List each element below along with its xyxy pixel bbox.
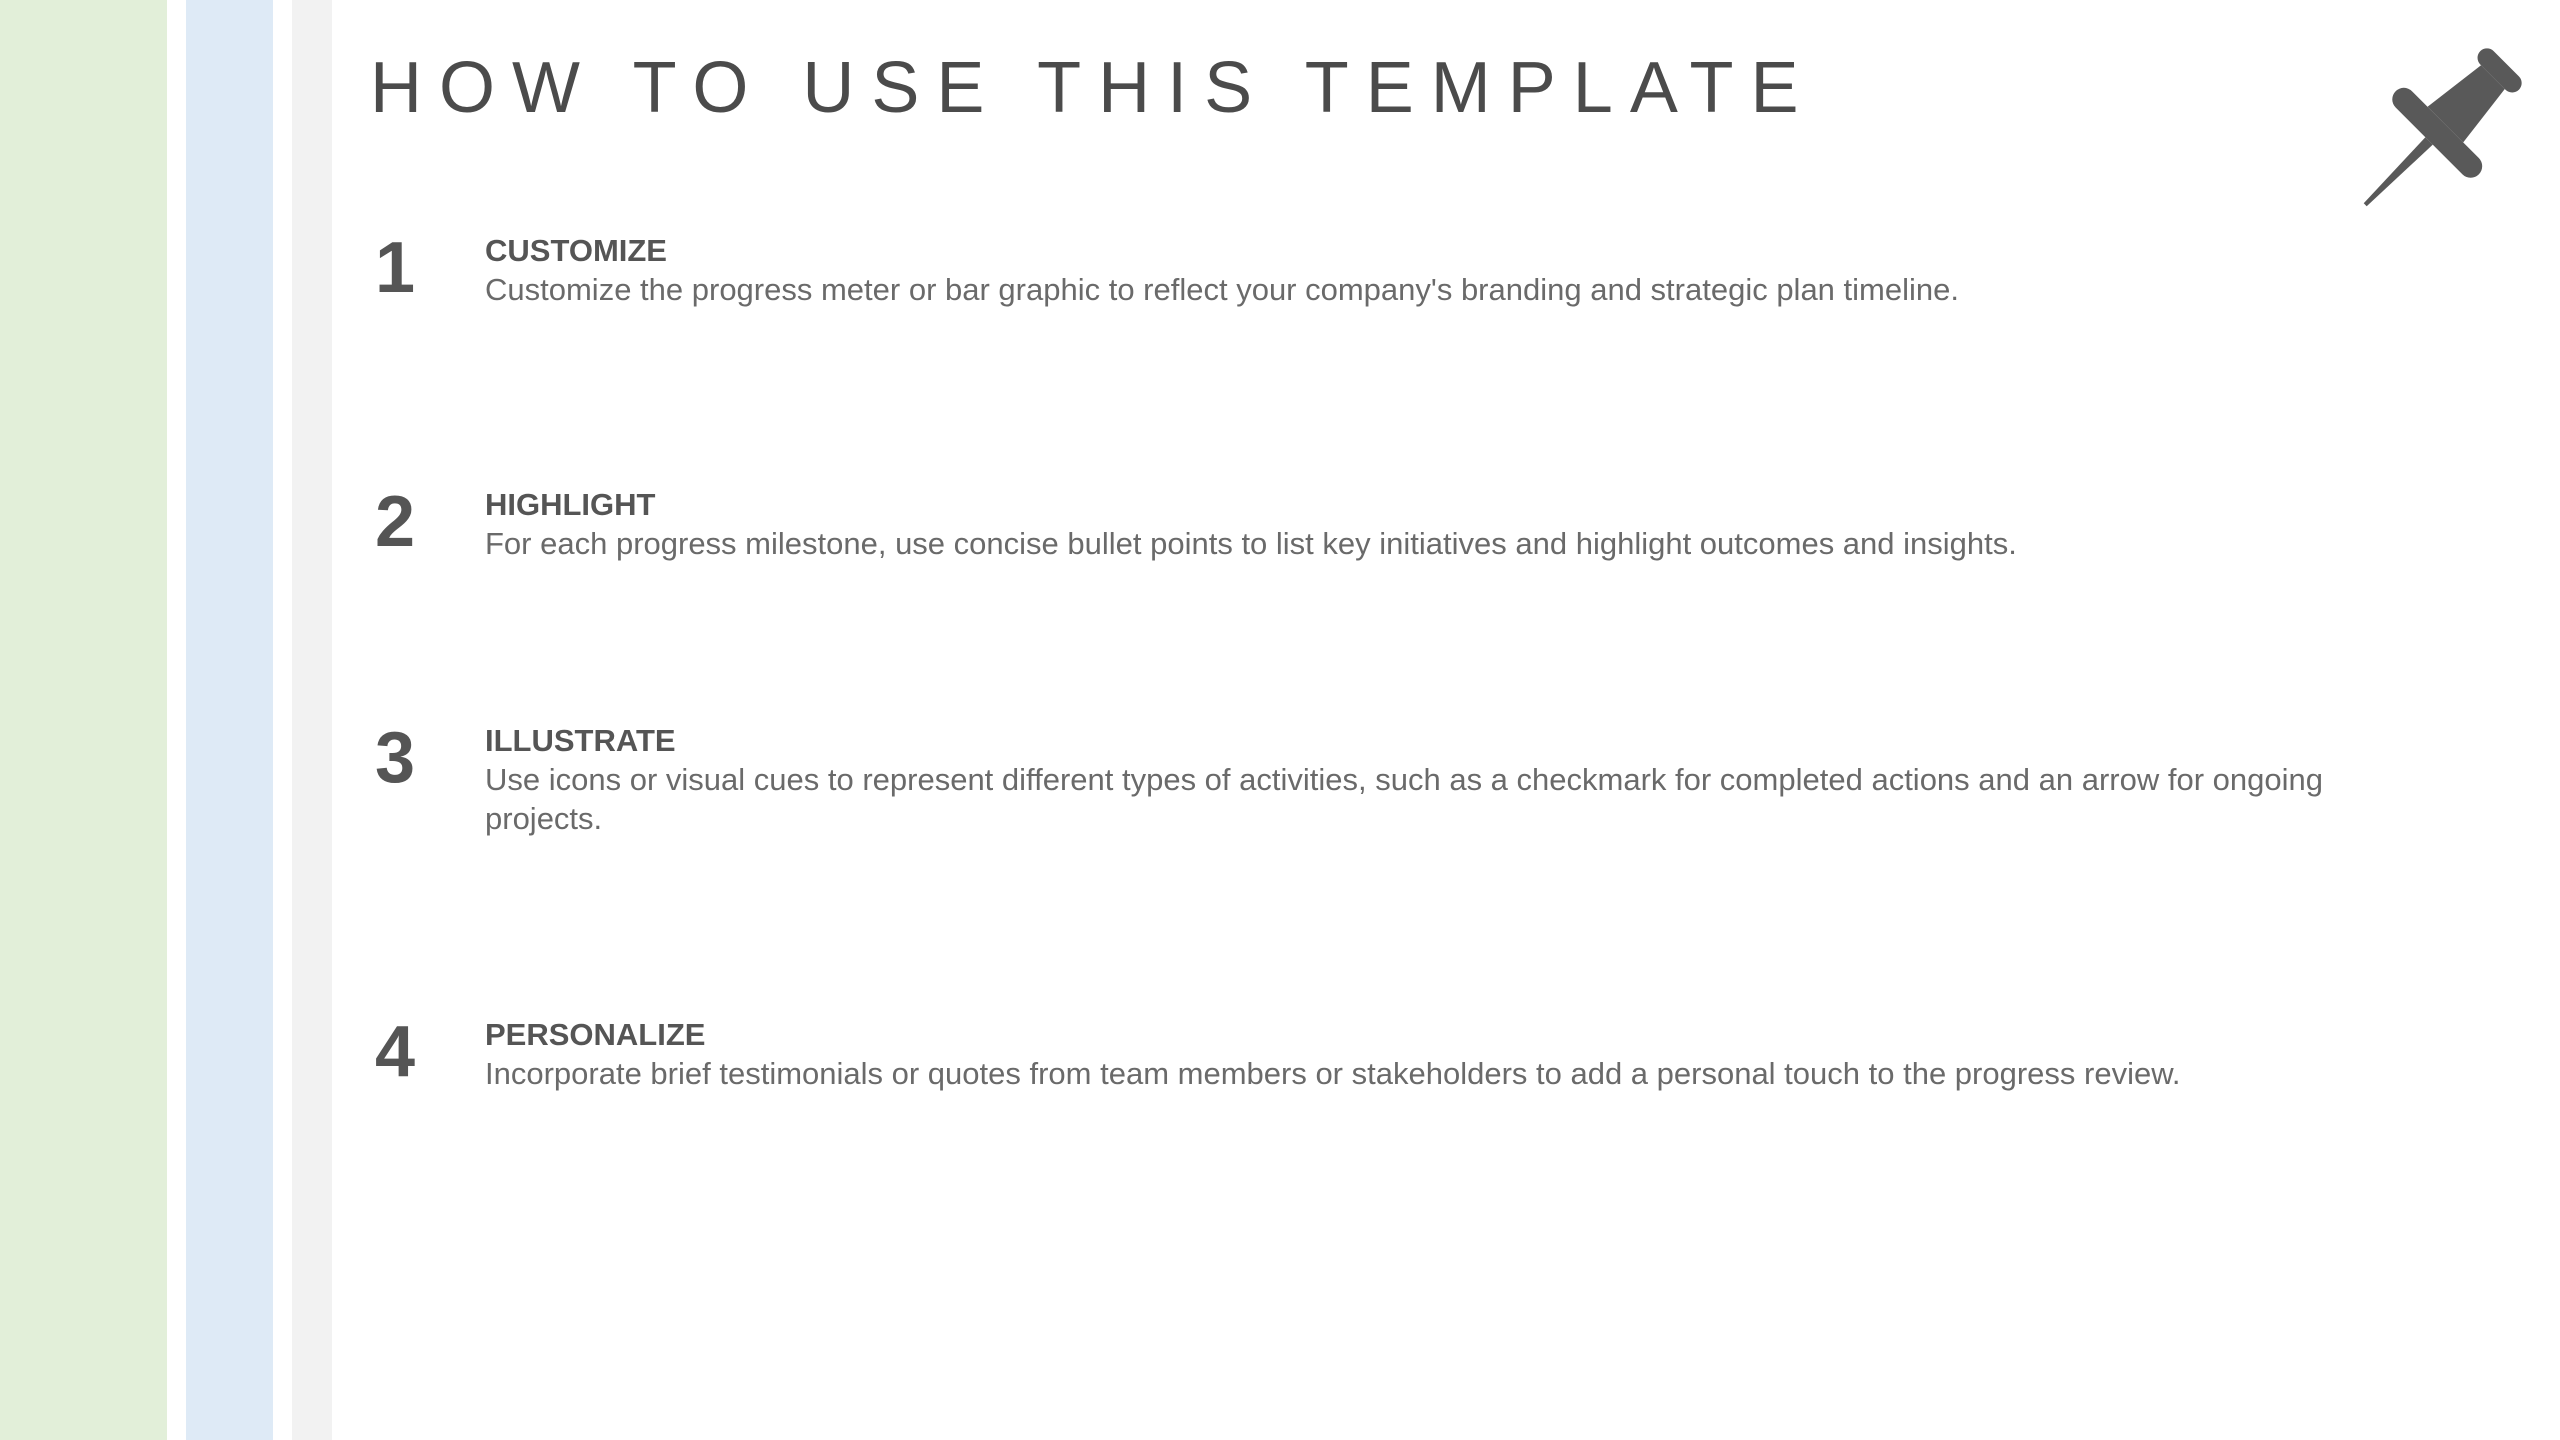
pin-needle <box>2361 137 2432 208</box>
step-content <box>485 486 2435 563</box>
step-heading: CUSTOMIZE <box>485 233 667 268</box>
step-description: For each progress milestone, use concise bullet points to list key initiatives and highlight outcomes and insights. <box>485 526 2017 561</box>
step-description: Use icons or visual cues to represent different types of activities, such as a checkmark for completed actions and an arrow for ongoing projects. <box>485 762 2323 836</box>
pushpin-icon <box>2330 30 2540 240</box>
decorative-stripe-green <box>0 0 167 1440</box>
step-heading: ILLUSTRATE <box>485 723 676 758</box>
step-number: 2 <box>375 482 416 562</box>
step-content <box>485 722 2435 838</box>
decorative-stripe-gray <box>292 0 332 1440</box>
step-content <box>485 232 2435 309</box>
step-number: 1 <box>375 228 416 308</box>
page-title: HOW TO USE THIS TEMPLATE <box>370 48 1816 128</box>
step-heading: PERSONALIZE <box>485 1017 706 1052</box>
step-number: 4 <box>375 1012 416 1092</box>
step-content <box>485 1016 2435 1093</box>
decorative-stripe-blue <box>186 0 273 1440</box>
step-description: Customize the progress meter or bar graphic to reflect your company's branding and strategic plan timeline. <box>485 272 1959 307</box>
step-number: 3 <box>375 718 416 798</box>
step-description: Incorporate brief testimonials or quotes from team members or stakeholders to add a personal touch to the progress review. <box>485 1056 2181 1091</box>
step-heading: HIGHLIGHT <box>485 487 656 522</box>
